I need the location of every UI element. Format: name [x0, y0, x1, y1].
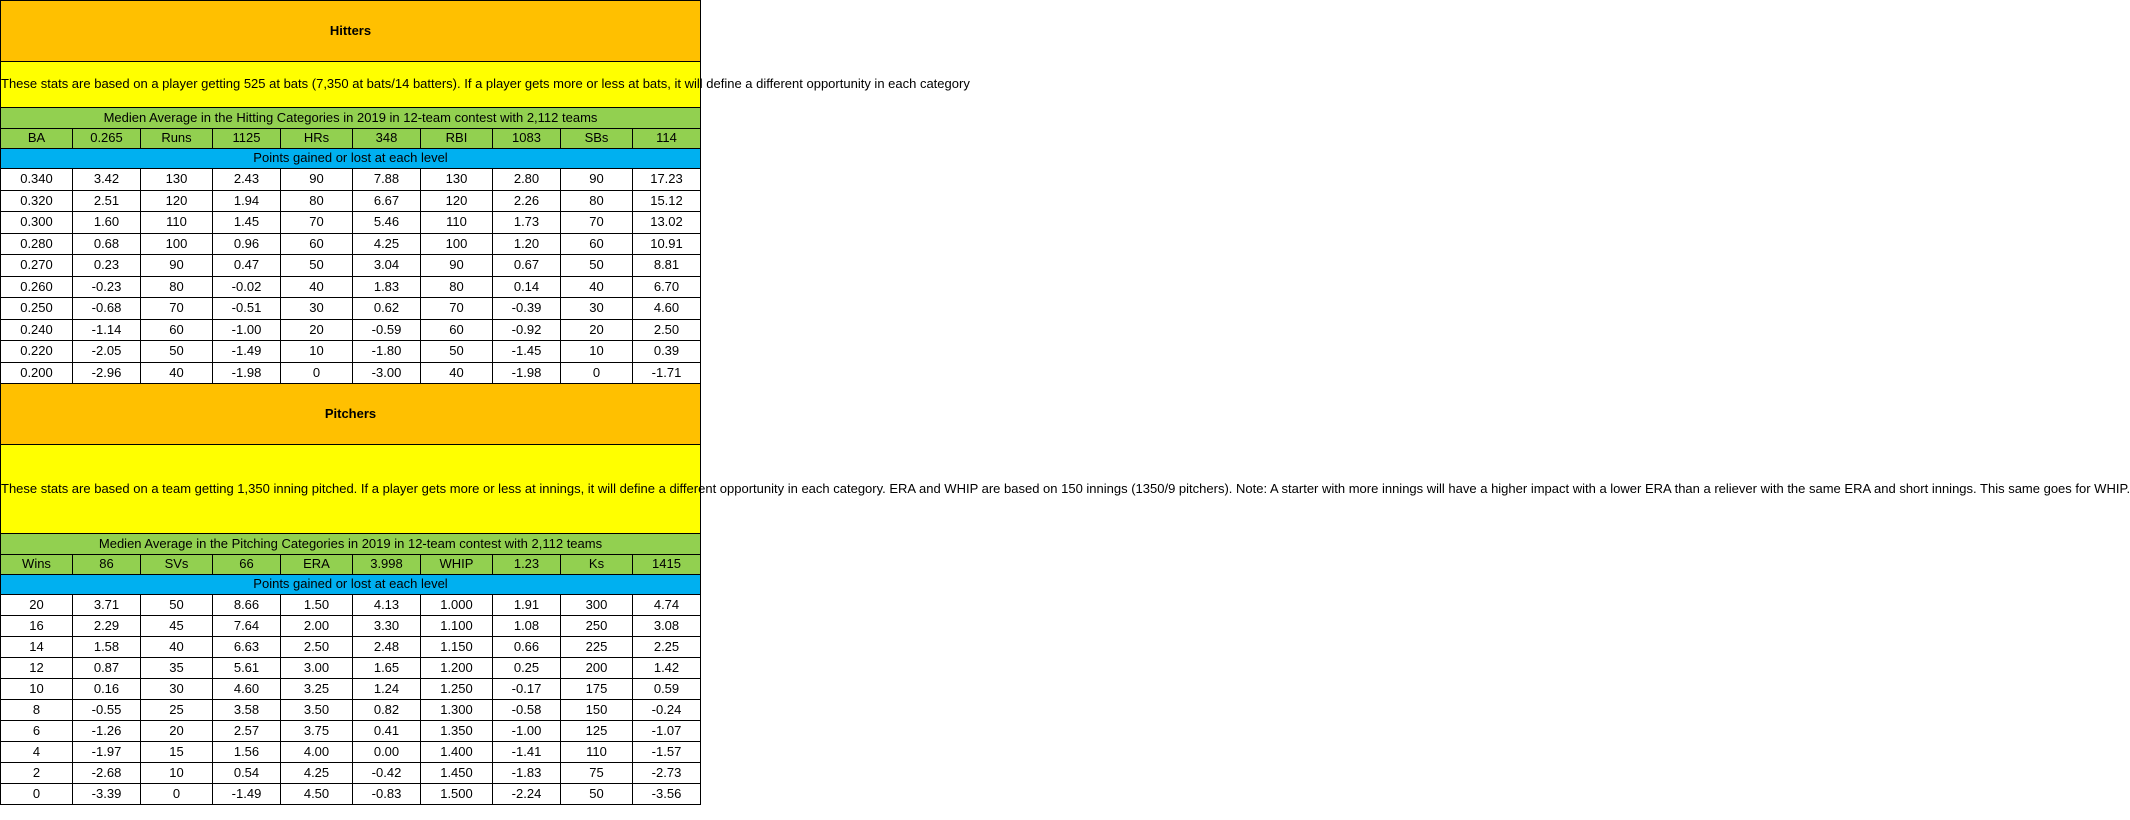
table-row: [1, 276, 701, 298]
table-cell: 0.39: [633, 341, 701, 363]
table-cell: 40: [281, 276, 353, 298]
table-cell: 0.14: [493, 276, 561, 298]
table-cell: 2.43: [213, 169, 281, 191]
table-cell: 10: [561, 341, 633, 363]
table-cell: 2.00: [281, 616, 353, 637]
table-cell: 70: [561, 212, 633, 234]
pitchers-section: [1, 384, 2130, 805]
table-cell: 100: [421, 233, 493, 255]
table-cell: 0.220: [1, 341, 73, 363]
table-cell: 80: [281, 190, 353, 212]
table-cell: 1.58: [73, 637, 141, 658]
table-cell: 60: [421, 319, 493, 341]
table-cell: 125: [561, 721, 633, 742]
table-row: [1, 679, 701, 700]
table-cell: 60: [281, 233, 353, 255]
table-row: [1, 190, 701, 212]
table-cell: 13.02: [633, 212, 701, 234]
table-cell: 2.48: [353, 637, 421, 658]
table-cell: 5.61: [213, 658, 281, 679]
table-cell: 0: [141, 784, 213, 805]
median-cell: RBI: [421, 129, 493, 149]
table-cell: 4.50: [281, 784, 353, 805]
table-cell: 7.88: [353, 169, 421, 191]
table-cell: 2.29: [73, 616, 141, 637]
pitchers-median-row: [1, 555, 701, 575]
table-cell: -0.83: [353, 784, 421, 805]
table-cell: -2.05: [73, 341, 141, 363]
table-cell: -3.39: [73, 784, 141, 805]
median-cell: WHIP: [421, 555, 493, 575]
table-cell: 2.50: [281, 637, 353, 658]
hitters-points-title: Points gained or lost at each level: [1, 149, 701, 169]
table-cell: 35: [141, 658, 213, 679]
table-cell: 200: [561, 658, 633, 679]
table-cell: 4.74: [633, 595, 701, 616]
table-cell: 0.16: [73, 679, 141, 700]
table-cell: 6.70: [633, 276, 701, 298]
table-cell: 0: [281, 362, 353, 384]
table-cell: -0.59: [353, 319, 421, 341]
table-cell: 14: [1, 637, 73, 658]
table-cell: 90: [421, 255, 493, 277]
table-row: [1, 763, 701, 784]
table-cell: 10.91: [633, 233, 701, 255]
table-cell: 300: [561, 595, 633, 616]
table-cell: 70: [141, 298, 213, 320]
table-cell: 2.50: [633, 319, 701, 341]
table-cell: -1.07: [633, 721, 701, 742]
table-cell: 90: [561, 169, 633, 191]
table-cell: 1.83: [353, 276, 421, 298]
table-cell: 3.25: [281, 679, 353, 700]
table-cell: 4.25: [353, 233, 421, 255]
table-cell: -0.17: [493, 679, 561, 700]
table-cell: 3.08: [633, 616, 701, 637]
table-cell: 2.57: [213, 721, 281, 742]
median-cell: SVs: [141, 555, 213, 575]
table-cell: -2.73: [633, 763, 701, 784]
table-cell: -1.97: [73, 742, 141, 763]
table-cell: 6: [1, 721, 73, 742]
table-cell: 17.23: [633, 169, 701, 191]
table-cell: 225: [561, 637, 633, 658]
table-cell: 8.81: [633, 255, 701, 277]
table-cell: -0.02: [213, 276, 281, 298]
table-cell: 4: [1, 742, 73, 763]
table-cell: 8: [1, 700, 73, 721]
table-cell: 4.13: [353, 595, 421, 616]
table-cell: -0.58: [493, 700, 561, 721]
table-cell: 1.100: [421, 616, 493, 637]
table-cell: 0.68: [73, 233, 141, 255]
median-cell: 1.23: [493, 555, 561, 575]
table-row: [1, 658, 701, 679]
pitchers-note-row: [1, 445, 701, 534]
table-cell: 130: [421, 169, 493, 191]
median-cell: 86: [73, 555, 141, 575]
table-cell: -0.42: [353, 763, 421, 784]
table-row: [1, 721, 701, 742]
table-cell: 1.42: [633, 658, 701, 679]
hitters-median-title-row: [1, 108, 701, 129]
table-cell: 16: [1, 616, 73, 637]
table-cell: 40: [141, 362, 213, 384]
table-cell: 25: [141, 700, 213, 721]
table-cell: 6.67: [353, 190, 421, 212]
table-cell: -1.41: [493, 742, 561, 763]
table-cell: 110: [421, 212, 493, 234]
table-cell: 0.82: [353, 700, 421, 721]
table-cell: 4.60: [633, 298, 701, 320]
table-cell: -1.00: [493, 721, 561, 742]
table-cell: 0.47: [213, 255, 281, 277]
median-cell: ERA: [281, 555, 353, 575]
table-cell: 0.270: [1, 255, 73, 277]
table-cell: 130: [141, 169, 213, 191]
table-cell: 20: [281, 319, 353, 341]
table-cell: 1.91: [493, 595, 561, 616]
median-cell: Runs: [141, 129, 213, 149]
table-cell: -1.83: [493, 763, 561, 784]
table-cell: -0.68: [73, 298, 141, 320]
table-row: [1, 595, 701, 616]
hitters-median-title: Medien Average in the Hitting Categories in 2019 in 12-team contest with 2,112 teams: [1, 108, 701, 129]
table-cell: 40: [141, 637, 213, 658]
table-cell: 1.000: [421, 595, 493, 616]
table-cell: 15: [141, 742, 213, 763]
table-cell: 1.24: [353, 679, 421, 700]
table-cell: 5.46: [353, 212, 421, 234]
table-row: [1, 362, 701, 384]
table-cell: 20: [561, 319, 633, 341]
table-cell: 30: [141, 679, 213, 700]
table-cell: -1.00: [213, 319, 281, 341]
table-row: [1, 298, 701, 320]
table-cell: 75: [561, 763, 633, 784]
table-cell: -1.80: [353, 341, 421, 363]
table-cell: 0.62: [353, 298, 421, 320]
hitters-note-row: [1, 62, 701, 108]
table-cell: 0.23: [73, 255, 141, 277]
table-row: [1, 169, 701, 191]
pitchers-title: Pitchers: [1, 384, 701, 445]
table-cell: 2.26: [493, 190, 561, 212]
table-cell: 12: [1, 658, 73, 679]
table-cell: 50: [281, 255, 353, 277]
table-cell: 175: [561, 679, 633, 700]
table-cell: 0.240: [1, 319, 73, 341]
table-cell: 3.04: [353, 255, 421, 277]
table-row: [1, 784, 701, 805]
table-row: [1, 233, 701, 255]
table-cell: 0.41: [353, 721, 421, 742]
table-cell: -2.96: [73, 362, 141, 384]
table-row: [1, 255, 701, 277]
median-cell: 0.265: [73, 129, 141, 149]
table-cell: -1.14: [73, 319, 141, 341]
median-cell: Wins: [1, 555, 73, 575]
table-cell: 8.66: [213, 595, 281, 616]
table-row: [1, 212, 701, 234]
table-cell: 4.25: [281, 763, 353, 784]
table-cell: 3.71: [73, 595, 141, 616]
pitchers-points-title-row: [1, 575, 701, 595]
table-cell: 2: [1, 763, 73, 784]
median-cell: 66: [213, 555, 281, 575]
table-cell: 0.00: [353, 742, 421, 763]
table-cell: 0: [561, 362, 633, 384]
table-cell: 1.450: [421, 763, 493, 784]
table-cell: 0.260: [1, 276, 73, 298]
table-cell: 1.150: [421, 637, 493, 658]
table-cell: -1.98: [213, 362, 281, 384]
table-cell: -1.45: [493, 341, 561, 363]
table-cell: 1.65: [353, 658, 421, 679]
table-cell: 30: [561, 298, 633, 320]
table-cell: 1.94: [213, 190, 281, 212]
table-cell: 0.67: [493, 255, 561, 277]
hitters-points-title-row: [1, 149, 701, 169]
table-cell: 45: [141, 616, 213, 637]
table-cell: -1.49: [213, 784, 281, 805]
table-cell: 70: [421, 298, 493, 320]
median-cell: Ks: [561, 555, 633, 575]
table-row: [1, 616, 701, 637]
table-cell: 10: [1, 679, 73, 700]
table-cell: -0.55: [73, 700, 141, 721]
table-cell: 60: [561, 233, 633, 255]
table-cell: -0.24: [633, 700, 701, 721]
table-cell: 80: [141, 276, 213, 298]
table-cell: 2.25: [633, 637, 701, 658]
table-cell: 40: [421, 362, 493, 384]
table-cell: 0.280: [1, 233, 73, 255]
hitters-median-row: [1, 129, 701, 149]
median-cell: 1083: [493, 129, 561, 149]
table-cell: 0.96: [213, 233, 281, 255]
table-cell: 2.80: [493, 169, 561, 191]
median-cell: 1415: [633, 555, 701, 575]
table-cell: 3.00: [281, 658, 353, 679]
table-cell: 20: [1, 595, 73, 616]
table-cell: 0.320: [1, 190, 73, 212]
table-cell: -2.24: [493, 784, 561, 805]
table-cell: 60: [141, 319, 213, 341]
table-cell: 1.300: [421, 700, 493, 721]
table-cell: 0.66: [493, 637, 561, 658]
table-cell: 120: [421, 190, 493, 212]
table-cell: -0.39: [493, 298, 561, 320]
table-cell: 50: [561, 784, 633, 805]
table-cell: 120: [141, 190, 213, 212]
table-cell: 1.56: [213, 742, 281, 763]
table-cell: -1.26: [73, 721, 141, 742]
table-cell: 90: [281, 169, 353, 191]
table-cell: 10: [281, 341, 353, 363]
table-cell: 0.87: [73, 658, 141, 679]
table-row: [1, 319, 701, 341]
table-cell: 50: [561, 255, 633, 277]
table-cell: -1.98: [493, 362, 561, 384]
table-cell: -0.23: [73, 276, 141, 298]
table-cell: 1.73: [493, 212, 561, 234]
table-cell: 0.59: [633, 679, 701, 700]
table-cell: 80: [421, 276, 493, 298]
table-cell: 3.50: [281, 700, 353, 721]
median-cell: 114: [633, 129, 701, 149]
table-cell: 1.200: [421, 658, 493, 679]
table-cell: 15.12: [633, 190, 701, 212]
table-cell: 1.350: [421, 721, 493, 742]
table-cell: 1.45: [213, 212, 281, 234]
table-cell: 20: [141, 721, 213, 742]
table-cell: 70: [281, 212, 353, 234]
table-cell: 2.51: [73, 190, 141, 212]
hitters-title-row: [1, 1, 701, 62]
table-cell: 110: [561, 742, 633, 763]
table-cell: 50: [421, 341, 493, 363]
table-cell: 1.250: [421, 679, 493, 700]
table-cell: 1.60: [73, 212, 141, 234]
pitchers-note: These stats are based on a team getting 1,350 inning pitched. If a player gets more or less at innings, it will define a different opportunity in each category. ERA and WHIP are based on 150 innings (1350/9 pitchers). Note: A starter with more innings will have a higher impact with a lower ERA than a reliever with the same ERA and short innings. This same goes for WHIP.: [1, 445, 701, 534]
median-cell: 3.998: [353, 555, 421, 575]
table-cell: 6.63: [213, 637, 281, 658]
table-cell: 3.30: [353, 616, 421, 637]
pitchers-points-title: Points gained or lost at each level: [1, 575, 701, 595]
median-cell: BA: [1, 129, 73, 149]
table-cell: 4.60: [213, 679, 281, 700]
table-cell: 1.08: [493, 616, 561, 637]
table-cell: -1.49: [213, 341, 281, 363]
table-cell: 7.64: [213, 616, 281, 637]
median-cell: 348: [353, 129, 421, 149]
table-cell: 40: [561, 276, 633, 298]
table-cell: 3.42: [73, 169, 141, 191]
table-row: [1, 637, 701, 658]
hitters-note: These stats are based on a player getting 525 at bats (7,350 at bats/14 batters). If a player gets more or less at bats, it will define a different opportunity in each category: [1, 62, 701, 108]
table-cell: 0: [1, 784, 73, 805]
table-cell: 1.50: [281, 595, 353, 616]
table-cell: -2.68: [73, 763, 141, 784]
table-cell: 150: [561, 700, 633, 721]
table-cell: 1.400: [421, 742, 493, 763]
table-row: [1, 341, 701, 363]
median-cell: SBs: [561, 129, 633, 149]
table-cell: 110: [141, 212, 213, 234]
table-cell: 0.54: [213, 763, 281, 784]
table-row: [1, 700, 701, 721]
median-cell: 1125: [213, 129, 281, 149]
table-cell: 1.20: [493, 233, 561, 255]
table-cell: 1.500: [421, 784, 493, 805]
table-cell: 0.300: [1, 212, 73, 234]
table-cell: -3.56: [633, 784, 701, 805]
table-cell: -1.57: [633, 742, 701, 763]
table-cell: 80: [561, 190, 633, 212]
pitchers-median-title: Medien Average in the Pitching Categories in 2019 in 12-team contest with 2,112 teams: [1, 534, 701, 555]
pitchers-median-title-row: [1, 534, 701, 555]
median-cell: HRs: [281, 129, 353, 149]
table-cell: 0.340: [1, 169, 73, 191]
hitters-title: Hitters: [1, 1, 701, 62]
table-cell: 100: [141, 233, 213, 255]
table-cell: 0.250: [1, 298, 73, 320]
table-cell: 3.75: [281, 721, 353, 742]
table-cell: 4.00: [281, 742, 353, 763]
table-cell: -1.71: [633, 362, 701, 384]
table-cell: 90: [141, 255, 213, 277]
pitchers-title-row: [1, 384, 701, 445]
table-cell: -3.00: [353, 362, 421, 384]
table-cell: 50: [141, 341, 213, 363]
table-cell: 0.200: [1, 362, 73, 384]
table-cell: 0.25: [493, 658, 561, 679]
table-cell: 50: [141, 595, 213, 616]
table-cell: 10: [141, 763, 213, 784]
hitters-section: [1, 1, 970, 384]
table-cell: -0.92: [493, 319, 561, 341]
table-cell: 30: [281, 298, 353, 320]
table-cell: 250: [561, 616, 633, 637]
table-cell: -0.51: [213, 298, 281, 320]
table-cell: 3.58: [213, 700, 281, 721]
table-row: [1, 742, 701, 763]
